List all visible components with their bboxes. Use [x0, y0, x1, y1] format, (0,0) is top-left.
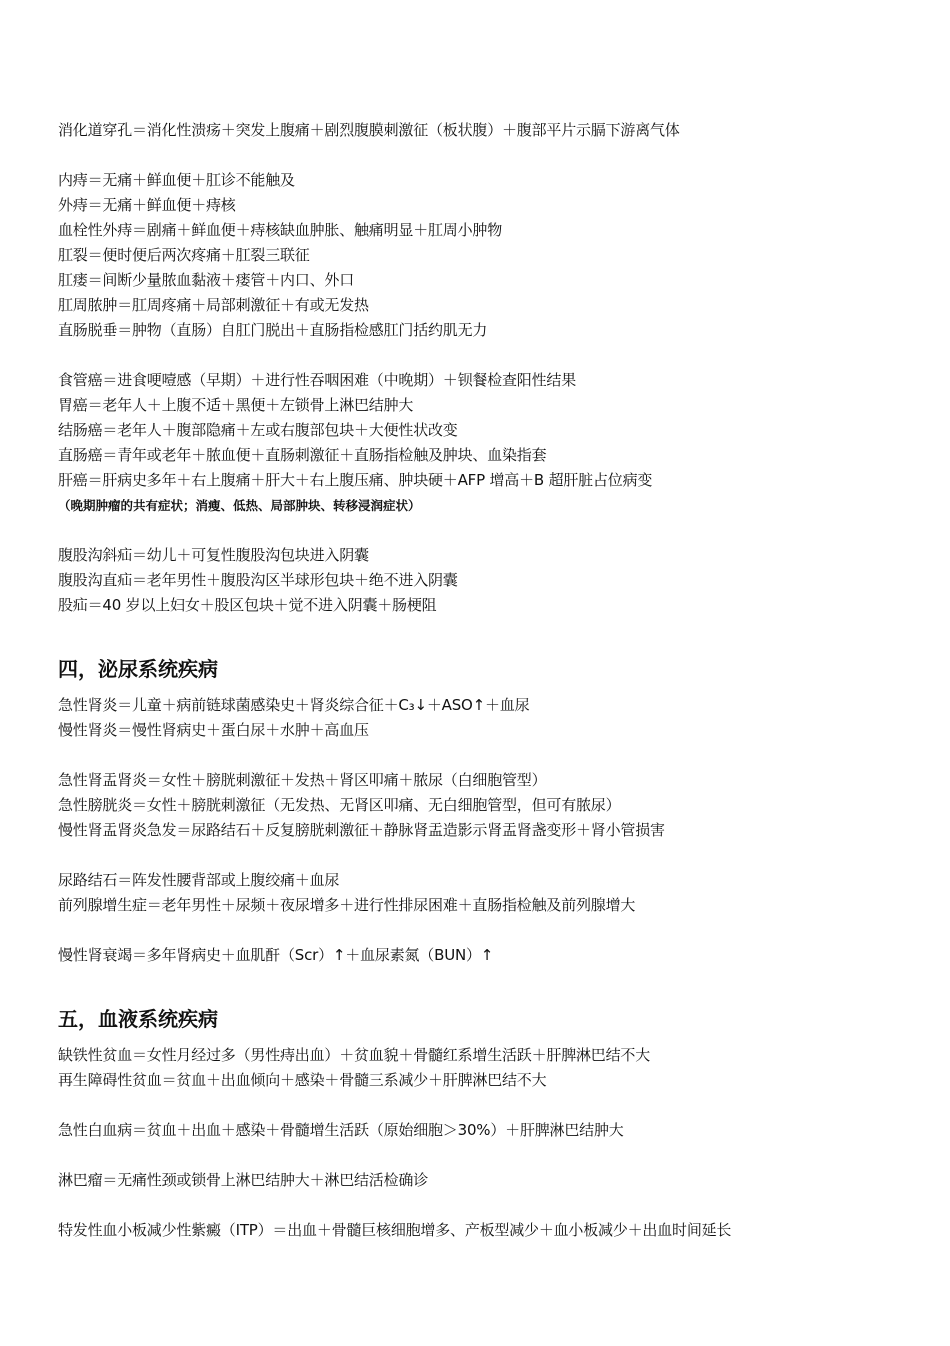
entry-chronic-renal-failure: 慢性肾衰竭＝多年肾病史＋血肌酐（Scr）↑＋血尿素氮（BUN）↑: [58, 946, 494, 964]
entry-colon-cancer: 结肠癌＝老年人＋腹部隐痛＋左或右腹部包块＋大便性状改变: [58, 421, 458, 439]
entry-chronic-nephritis: 慢性肾炎＝慢性肾病史＋蛋白尿＋水肿＋高血压: [58, 721, 369, 739]
entry-rectal-cancer: 直肠癌＝青年或老年＋脓血便＋直肠刺激征＋直肠指检触及肿块、血染指套: [58, 446, 547, 464]
entry-indirect-hernia: 腹股沟斜疝＝幼儿＋可复性腹股沟包块进入阴囊: [58, 546, 369, 564]
entry-acute-nephritis: 急性肾炎＝儿童＋病前链球菌感染史＋肾炎综合征＋C₃↓＋ASO↑＋血尿: [58, 696, 530, 714]
entry-lymphoma: 淋巴瘤＝无痛性颈或锁骨上淋巴结肿大＋淋巴结活检确诊: [58, 1171, 429, 1189]
entry-anal-fissure: 肛裂＝便时便后两次疼痛＋肛裂三联征: [58, 246, 310, 264]
entry-thrombotic-hemorrhoid: 血栓性外痔＝剧痛＋鲜血便＋痔核缺血肿胀、触痛明显＋肛周小肿物: [58, 221, 503, 239]
entry-direct-hernia: 腹股沟直疝＝老年男性＋腹股沟区半球形包块＋绝不进入阴囊: [58, 571, 458, 589]
entry-aplastic-anemia: 再生障碍性贫血＝贫血＋出血倾向＋感染＋骨髓三系减少＋肝脾淋巴结不大: [58, 1071, 547, 1089]
section-heading-blood: 五，血液系统疾病: [58, 1007, 218, 1031]
entry-anal-fistula: 肛瘘＝间断少量脓血黏液＋瘘管＋内口、外口: [58, 271, 355, 289]
entry-perforation: 消化道穿孔＝消化性溃疡＋突发上腹痛＋剧烈腹膜刺激征（板状腹）＋腹部平片示膈下游离气体: [58, 121, 680, 139]
section-heading-urinary: 四，泌尿系统疾病: [58, 657, 218, 681]
entry-acute-pyelonephritis: 急性肾盂肾炎＝女性＋膀胱刺激征＋发热＋肾区叩痛＋脓尿（白细胞管型）: [58, 771, 547, 789]
entry-esophageal-cancer: 食管癌＝进食哽噎感（早期）＋进行性吞咽困难（中晚期）＋钡餐检查阳性结果: [58, 371, 577, 389]
entry-prostatic-hyperplasia: 前列腺增生症＝老年男性＋尿频＋夜尿增多＋进行性排尿困难＋直肠指检触及前列腺增大: [58, 896, 636, 914]
entry-chronic-pyelonephritis: 慢性肾盂肾炎急发＝尿路结石＋反复膀胱刺激征＋静脉肾盂造影示肾盂肾盏变形＋肾小管损害: [58, 821, 665, 839]
entry-rectal-prolapse: 直肠脱垂＝肿物（直肠）自肛门脱出＋直肠指检感肛门括约肌无力: [58, 321, 488, 339]
entry-urolithiasis: 尿路结石＝阵发性腰背部或上腹绞痛＋血尿: [58, 871, 340, 889]
entry-acute-cystitis: 急性膀胱炎＝女性＋膀胱刺激征（无发热、无肾区叩痛、无白细胞管型，但可有脓尿）: [58, 796, 621, 814]
entry-perianal-abscess: 肛周脓肿＝肛周疼痛＋局部刺激征＋有或无发热: [58, 296, 369, 314]
entry-internal-hemorrhoid: 内痔＝无痛＋鲜血便＋肛诊不能触及: [58, 171, 295, 189]
entry-itp: 特发性血小板减少性紫癜（ITP）＝出血＋骨髓巨核细胞增多、产板型减少＋血小板减少＋出血时间延长: [58, 1221, 732, 1239]
entry-gastric-cancer: 胃癌＝老年人＋上腹不适＋黑便＋左锁骨上淋巴结肿大: [58, 396, 414, 414]
tumor-note: （晚期肿瘤的共有症状；消瘦、低热、局部肿块、转移浸润症状）: [58, 498, 421, 513]
entry-liver-cancer: 肝癌＝肝病史多年＋右上腹痛＋肝大＋右上腹压痛、肿块硬＋AFP 增高＋B 超肝脏占位病变: [58, 471, 653, 489]
entry-acute-leukemia: 急性白血病＝贫血＋出血＋感染＋骨髓增生活跃（原始细胞＞30%）＋肝脾淋巴结肿大: [58, 1121, 624, 1139]
entry-femoral-hernia: 股疝＝40 岁以上妇女＋股区包块＋觉不进入阴囊＋肠梗阻: [58, 596, 437, 614]
entry-iron-deficiency-anemia: 缺铁性贫血＝女性月经过多（男性痔出血）＋贫血貌＋骨髓红系增生活跃＋肝脾淋巴结不大: [58, 1046, 651, 1064]
entry-external-hemorrhoid: 外痔＝无痛＋鲜血便＋痔核: [58, 196, 236, 214]
